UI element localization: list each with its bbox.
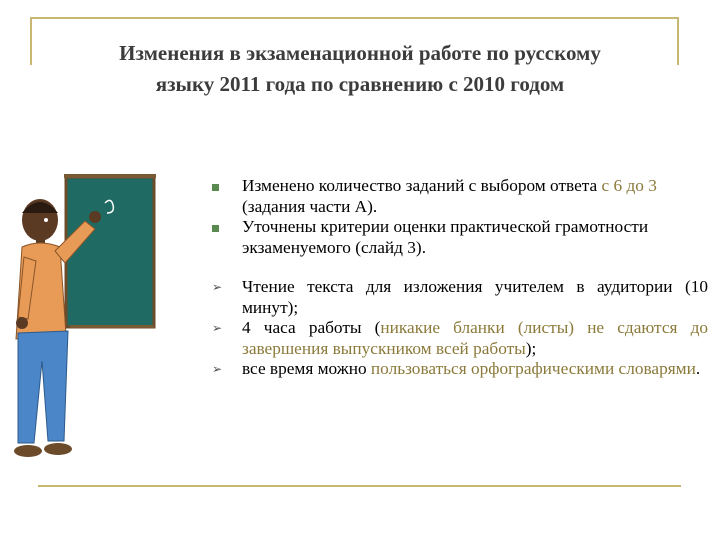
bullet-list <box>212 176 708 380</box>
slide-title-line-1: Изменения в экзаменационной работе по русскому <box>119 41 601 65</box>
arrow-bullet-icon: ➢ <box>212 321 223 335</box>
arrow-bullet-icon: ➢ <box>212 362 223 376</box>
frame-right-line <box>677 17 679 65</box>
list-item: ➢ Чтение текста для изложения учителем в аудитории (10 минут); <box>212 277 708 317</box>
list-item: Изменено количество заданий с выбором ответа с 6 до 3 (задания части А). <box>212 176 708 217</box>
frame-left-line <box>30 17 32 65</box>
frame-bottom-line <box>38 485 681 487</box>
arrow-bullet-icon: ➢ <box>212 280 223 294</box>
slide-title <box>60 38 660 100</box>
list-item: Уточнены критерии оценки практической грамотности экзаменуемого (слайд 3). <box>212 217 708 258</box>
square-bullet-icon <box>212 217 232 238</box>
list-item: ➢ все время можно пользоваться орфографическими словарями. <box>212 359 701 378</box>
slide-title-line-2: языку 2011 года по сравнению с 2010 годом <box>155 72 565 96</box>
frame-top-line <box>30 17 679 19</box>
list-item: ➢ 4 часа работы (никакие бланки (листы) не сдаются до завершения выпускником всей работы); <box>212 318 709 358</box>
teacher-at-board-illustration <box>0 165 170 475</box>
square-bullet-icon <box>212 176 232 197</box>
